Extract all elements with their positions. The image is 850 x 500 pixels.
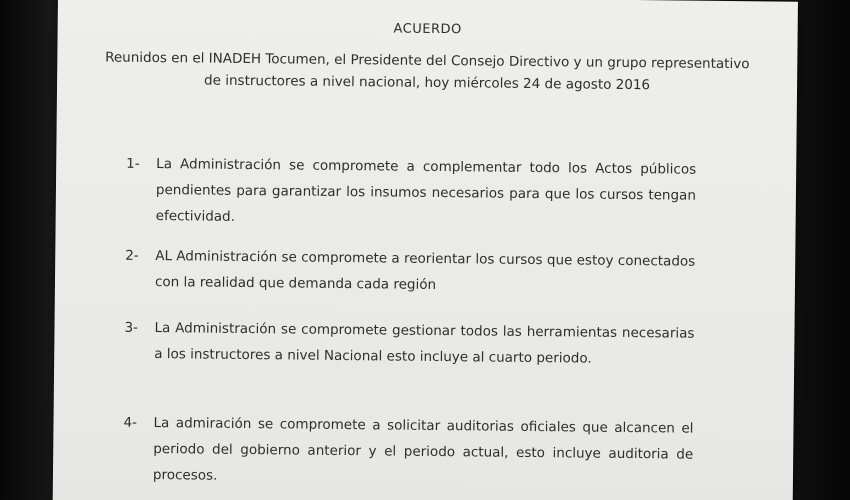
document-intro: Reunidos en el INADEH Tocumen, el Presidente del Consejo Directivo y un grupo representativo de instructores a nivel nacional, hoy miércoles 24 de agosto 2016 [105,49,750,94]
agreement-item-3 [124,315,695,373]
item-text: AL Administración se compromete a reorientar los cursos que estoy conectados con la realidad que demanda cada región [154,248,696,293]
document-title: ACUERDO [393,21,462,38]
agreement-item-1 [126,151,697,235]
item-number: 3- [124,319,139,336]
item-number: 1- [126,155,140,172]
document-page [53,0,798,500]
item-number: 4- [123,414,138,431]
item-text: La Administración se compromete a complementar todo los Actos públicos pendientes para garantizar los insumos necesarios para que los cursos tengan efectividad. [155,156,697,225]
item-text: La admiración se compromete a solicitar auditorias oficiales que alcancen el periodo del gobierno anterior y el periodo actual, esto incluye auditoria de procesos. [152,415,694,484]
item-text: La Administración se compromete gestionar todos las herramientas necesarias a los instructores a nivel Nacional esto incluye al cuarto periodo. [154,320,695,367]
agreement-item-4 [123,410,694,494]
agreement-item-2 [125,243,696,301]
item-number: 2- [125,247,139,264]
